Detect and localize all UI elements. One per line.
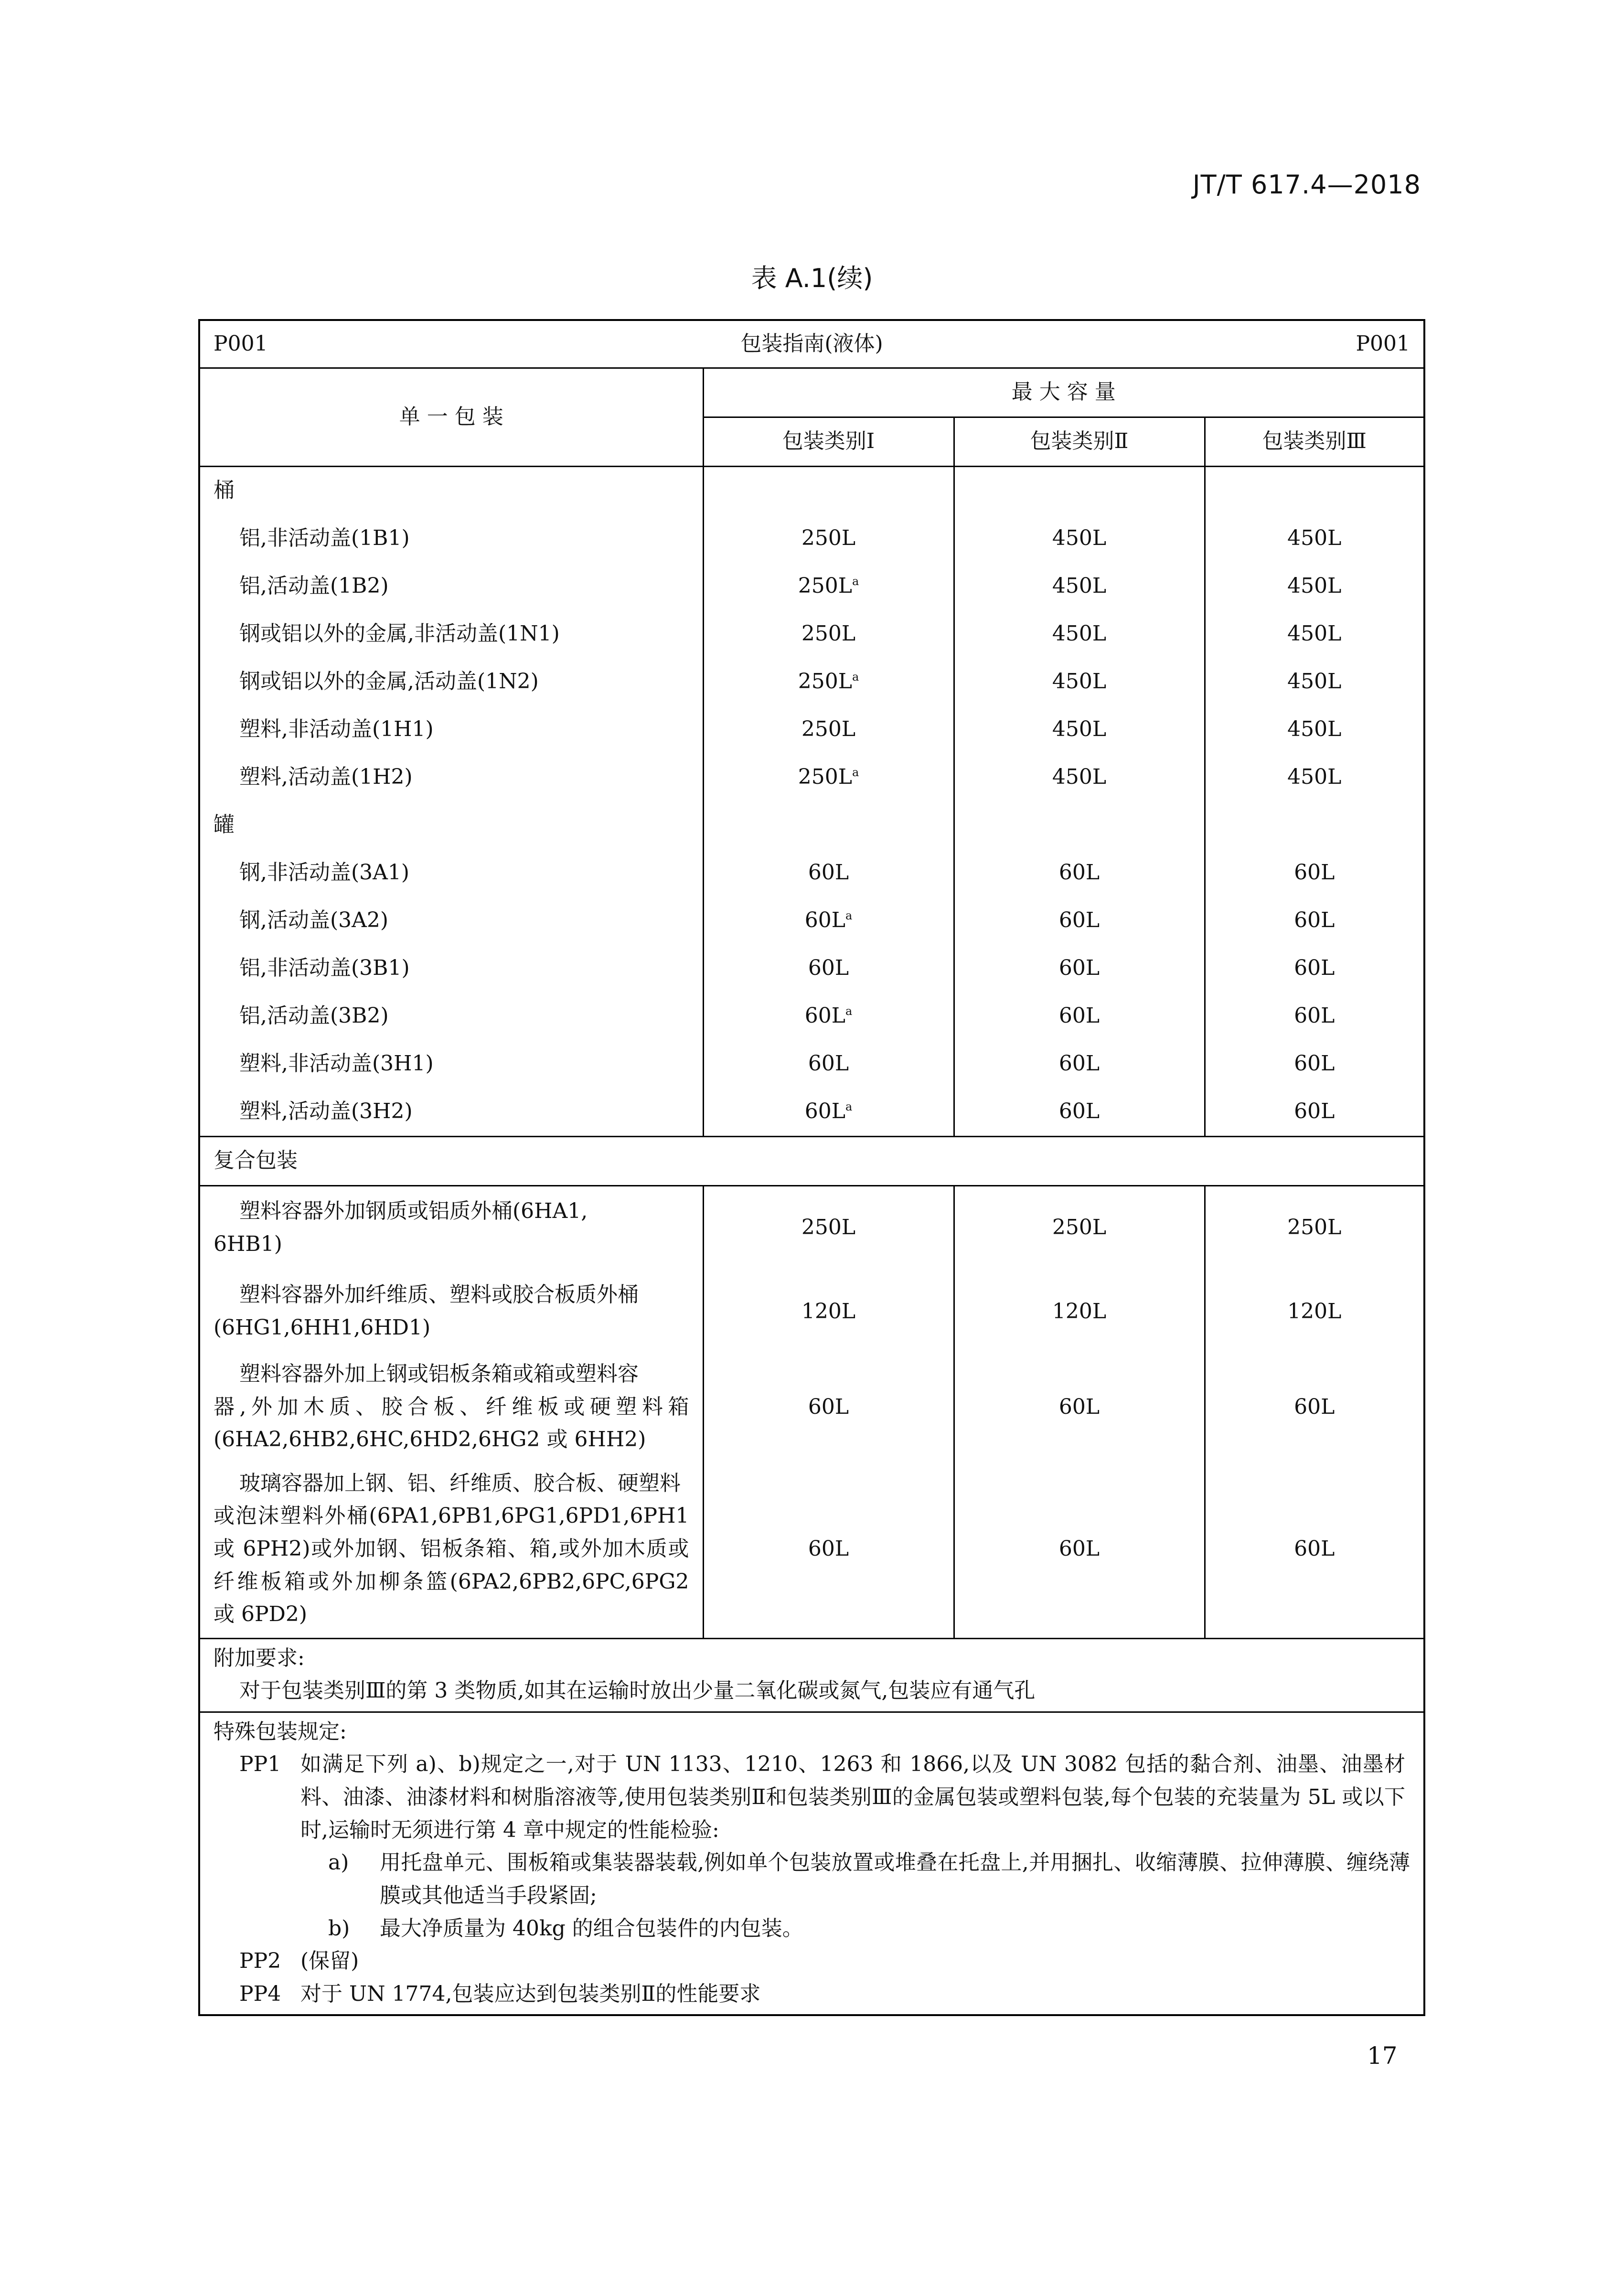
capacity-pg3: 450L xyxy=(1205,658,1424,706)
packaging-name: 铝,活动盖(3B2) xyxy=(199,993,703,1040)
packing-group-1-header: 包装类别Ⅰ xyxy=(703,417,954,466)
instruction-code-right: P001 xyxy=(1356,331,1410,356)
capacity-pg1: 250L xyxy=(703,610,954,658)
capacity-pg3: 60L xyxy=(1205,1461,1424,1638)
instruction-header-row xyxy=(199,320,1424,368)
column-header-row xyxy=(199,368,1424,417)
provision-text: 如满足下列 a)、b)规定之一,对于 UN 1133、1210、1263 和 1866,以及 UN 3082 包括的黏合剂、油墨、油墨材料、油漆、油漆材料和树脂溶液等,使用包装类别Ⅱ和包装类别Ⅲ的金属包装或塑料包装,每个包装的充装量为 5L 或以下时,运输时无须进行第 4 章中规定的性能检验: xyxy=(300,1752,1406,1842)
capacity-pg3: 250L xyxy=(1205,1185,1424,1270)
provision-text: 对于 UN 1774,包装应达到包装类别Ⅱ的性能要求 xyxy=(300,1981,761,2006)
provision-pp1 xyxy=(214,1748,1410,1847)
capacity-pg3: 60L xyxy=(1205,1088,1424,1137)
table-row xyxy=(199,1040,1424,1088)
packaging-name: 塑料,非活动盖(3H1) xyxy=(199,1040,703,1088)
page-number: 17 xyxy=(1367,2042,1398,2070)
footnote-mark: a xyxy=(845,1100,853,1114)
capacity-pg1: 250L$^a$ xyxy=(703,754,954,801)
provision-sub-item-b xyxy=(214,1912,1410,1945)
capacity-pg2: 60L xyxy=(954,1461,1205,1638)
packaging-name: 钢,非活动盖(3A1) xyxy=(199,849,703,897)
capacity-pg2: 60L xyxy=(954,1040,1205,1088)
table-row xyxy=(199,610,1424,658)
packaging-name: 塑料容器外加钢质或铝质外桶(6HA1, 6HB1) xyxy=(199,1185,703,1270)
capacity-pg1: 60L xyxy=(703,849,954,897)
capacity-pg2: 450L xyxy=(954,563,1205,610)
table-row xyxy=(199,1270,1424,1354)
capacity-pg2: 450L xyxy=(954,706,1205,754)
capacity-pg3: 450L xyxy=(1205,610,1424,658)
capacity-pg2: 60L xyxy=(954,897,1205,945)
additional-requirement-text: 对于包装类别Ⅲ的第 3 类物质,如其在运输时放出少量二氧化碳或氮气,包装应有通气孔 xyxy=(239,1678,1036,1703)
capacity-pg1: 60L$^a$ xyxy=(703,993,954,1040)
table-row xyxy=(199,1088,1424,1137)
table-row xyxy=(199,897,1424,945)
capacity-pg1: 60L xyxy=(703,1354,954,1461)
additional-requirement-label: 附加要求: xyxy=(214,1645,305,1670)
packaging-name: 铝,非活动盖(3B1) xyxy=(199,945,703,993)
capacity-pg2: 60L xyxy=(954,1088,1205,1137)
capacity-pg2: 250L xyxy=(954,1185,1205,1270)
sub-item-text: 最大净质量为 40kg 的组合包装件的内包装。 xyxy=(380,1916,803,1941)
capacity-pg2: 450L xyxy=(954,658,1205,706)
capacity-pg1: 60L xyxy=(703,945,954,993)
provision-pp2 xyxy=(214,1945,1410,1978)
table-row xyxy=(199,1461,1424,1638)
special-provisions-label: 特殊包装规定: xyxy=(214,1719,347,1744)
capacity-pg2: 450L xyxy=(954,515,1205,563)
footnote-mark: a xyxy=(852,575,859,588)
footnote-mark: a xyxy=(845,909,853,923)
provision-code: PP4 xyxy=(239,1981,281,2006)
table-row xyxy=(199,993,1424,1040)
table-row xyxy=(199,945,1424,993)
table-row xyxy=(199,563,1424,610)
capacity-pg3: 60L xyxy=(1205,849,1424,897)
category-row-composite xyxy=(199,1136,1424,1185)
capacity-pg3: 60L xyxy=(1205,993,1424,1040)
capacity-pg2: 450L xyxy=(954,610,1205,658)
standard-code: JT/T 617.4—2018 xyxy=(1192,170,1421,200)
additional-requirement-row xyxy=(199,1638,1424,1712)
category-row-jerricans xyxy=(199,801,1424,849)
capacity-pg1: 60L xyxy=(703,1040,954,1088)
max-capacity-header: 最 大 容 量 xyxy=(703,368,1424,417)
capacity-pg3: 60L xyxy=(1205,1354,1424,1461)
capacity-pg1: 60L$^a$ xyxy=(703,897,954,945)
capacity-pg3: 450L xyxy=(1205,563,1424,610)
table-row xyxy=(199,754,1424,801)
capacity-pg1: 250L$^a$ xyxy=(703,658,954,706)
category-row-drums xyxy=(199,466,1424,515)
capacity-pg3: 60L xyxy=(1205,897,1424,945)
packaging-name: 钢,活动盖(3A2) xyxy=(199,897,703,945)
category-label: 桶 xyxy=(199,466,703,515)
packaging-name: 钢或铝以外的金属,活动盖(1N2) xyxy=(199,658,703,706)
capacity-pg2: 60L xyxy=(954,993,1205,1040)
table-row xyxy=(199,849,1424,897)
provision-text: (保留) xyxy=(300,1949,359,1974)
provision-sub-item-a xyxy=(214,1847,1410,1912)
provision-code: PP1 xyxy=(239,1752,281,1777)
footnote-mark: a xyxy=(852,670,859,684)
sub-item-mark: b) xyxy=(328,1916,350,1941)
single-packaging-header: 单 一 包 装 xyxy=(199,368,703,466)
capacity-pg3: 120L xyxy=(1205,1270,1424,1354)
table-row xyxy=(199,658,1424,706)
capacity-pg3: 60L xyxy=(1205,945,1424,993)
packaging-name: 塑料,活动盖(3H2) xyxy=(199,1088,703,1137)
packing-group-3-header: 包装类别Ⅲ xyxy=(1205,417,1424,466)
instruction-code-left: P001 xyxy=(214,331,268,356)
capacity-pg2: 60L xyxy=(954,1354,1205,1461)
capacity-pg2: 450L xyxy=(954,754,1205,801)
packing-instruction-table xyxy=(198,319,1425,2016)
capacity-pg3: 450L xyxy=(1205,754,1424,801)
capacity-pg2: 60L xyxy=(954,945,1205,993)
sub-item-text: 用托盘单元、围板箱或集装器装载,例如单个包装放置或堆叠在托盘上,并用捆扎、收缩薄膜、拉伸薄膜、缠绕薄膜或其他适当手段紧固; xyxy=(380,1850,1410,1908)
packaging-name: 塑料,活动盖(1H2) xyxy=(199,754,703,801)
capacity-pg1: 60L$^a$ xyxy=(703,1088,954,1137)
capacity-pg1: 250L xyxy=(703,1185,954,1270)
sub-item-mark: a) xyxy=(328,1850,349,1875)
category-label: 罐 xyxy=(199,801,703,849)
packaging-name: 铝,活动盖(1B2) xyxy=(199,563,703,610)
capacity-pg3: 450L xyxy=(1205,706,1424,754)
category-label: 复合包装 xyxy=(199,1136,1424,1185)
capacity-pg1: 120L xyxy=(703,1270,954,1354)
packaging-name: 塑料容器外加上钢或铝板条箱或箱或塑料容 器,外加木质、胶合板、纤维板或硬塑料箱(6HA2,6HB2,6HC,6HD2,6HG2 或 6HH2) xyxy=(199,1354,703,1461)
packaging-name: 钢或铝以外的金属,非活动盖(1N1) xyxy=(199,610,703,658)
packaging-name: 塑料,非活动盖(1H1) xyxy=(199,706,703,754)
footnote-mark: a xyxy=(845,1004,853,1018)
table-row xyxy=(199,515,1424,563)
table-title: 表 A.1(续) xyxy=(751,263,873,293)
capacity-pg1: 250L xyxy=(703,515,954,563)
packaging-name: 塑料容器外加纤维质、塑料或胶合板质外桶 (6HG1,6HH1,6HD1) xyxy=(199,1270,703,1354)
table-row xyxy=(199,1354,1424,1461)
packaging-name: 玻璃容器加上钢、铝、纤维质、胶合板、硬塑料 或泡沫塑料外桶(6PA1,6PB1,6PG1,6PD1,6PH1 或 6PH2)或外加钢、铝板条箱、箱,或外加木质或纤维板箱或外加柳条篮(6PA2,6PB2,6PC,6PG2 或 6PD2) xyxy=(199,1461,703,1638)
packaging-name: 铝,非活动盖(1B1) xyxy=(199,515,703,563)
provision-code: PP2 xyxy=(239,1949,281,1974)
capacity-pg1: 250L$^a$ xyxy=(703,563,954,610)
special-provisions-row xyxy=(199,1712,1424,2015)
instruction-title: 包装指南(液体) xyxy=(740,331,883,356)
table-row xyxy=(199,1185,1424,1270)
provision-pp4 xyxy=(214,1978,1410,2011)
capacity-pg2: 60L xyxy=(954,849,1205,897)
capacity-pg2: 120L xyxy=(954,1270,1205,1354)
packing-group-2-header: 包装类别Ⅱ xyxy=(954,417,1205,466)
capacity-pg1: 60L xyxy=(703,1461,954,1638)
table-row xyxy=(199,706,1424,754)
capacity-pg3: 450L xyxy=(1205,515,1424,563)
footnote-mark: a xyxy=(852,766,859,779)
capacity-pg1: 250L xyxy=(703,706,954,754)
capacity-pg3: 60L xyxy=(1205,1040,1424,1088)
